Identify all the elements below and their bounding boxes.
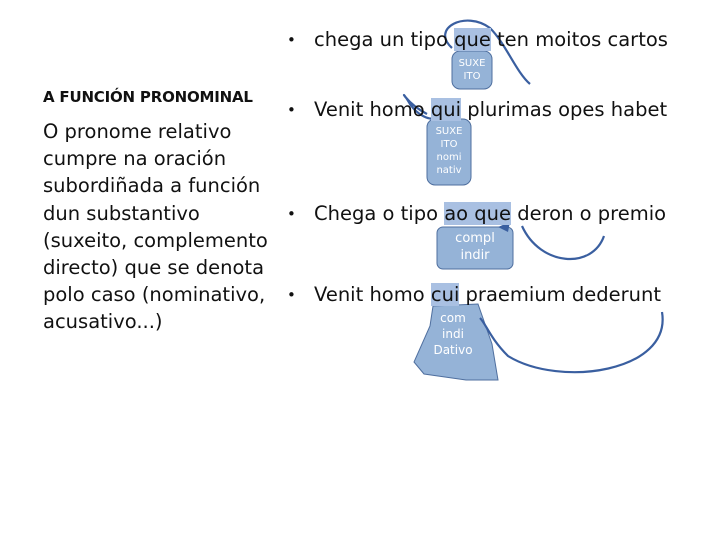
bullet-3-after: deron o premio [511, 202, 667, 225]
tag-4-line-2: indi [442, 327, 464, 341]
bullet-text-2 [314, 98, 667, 122]
tag-4-line-3: Dativo [433, 343, 473, 357]
bullet-3-highlight: ao que [444, 202, 512, 225]
tag-2-line-1: SUXE [435, 126, 463, 137]
tag-4-line-1: com [440, 311, 466, 325]
bullet-1-after: ten moitos cartos [490, 28, 668, 51]
arrow-4 [480, 312, 663, 372]
bullet-text-4 [314, 283, 661, 307]
tag-label-3 [437, 230, 513, 264]
tag-2-line-2: ITO [440, 139, 458, 150]
tag-2-line-3: nomi [436, 152, 462, 163]
tag-2-line-4: nativ [436, 165, 462, 176]
bullet-1-highlight: que [454, 28, 491, 51]
bullet-marker-1: • [287, 31, 296, 49]
bullet-marker-3: • [287, 205, 296, 223]
tag-1-line-1: SUXE [458, 58, 486, 69]
tag-label-1 [452, 57, 492, 83]
bullet-4-before: Venit homo [314, 283, 431, 306]
bullet-text-1 [314, 28, 668, 52]
bullet-marker-4: • [287, 286, 296, 304]
arrow-3 [522, 226, 604, 259]
tag-label-2 [427, 125, 471, 177]
bullet-4-highlight: cui [430, 283, 460, 306]
tag-1-line-2: ITO [463, 71, 481, 82]
bullet-1-before: chega un tipo [314, 28, 455, 51]
section-title: A FUNCIÓN PRONOMINAL [43, 88, 253, 106]
bullet-marker-2: • [287, 101, 296, 119]
tag-label-4 [428, 310, 478, 358]
bullet-2-highlight: qui [430, 98, 462, 121]
definition-text: O pronome relativo cumpre na oración subordiñada a función dun substantivo (suxeito, complemento directo) que se denota polo caso (nominativo, acusativo...) [43, 120, 268, 334]
bullet-2-after: plurimas opes habet [461, 98, 668, 121]
bullet-3-before: Chega o tipo [314, 202, 445, 225]
bullet-text-3 [314, 202, 666, 226]
tag-3-line-1: compl [455, 231, 495, 246]
tag-3-line-2: indir [460, 248, 490, 263]
bullet-4-after: praemium dederunt [459, 283, 661, 306]
bullet-2-before: Venit homo [314, 98, 431, 121]
